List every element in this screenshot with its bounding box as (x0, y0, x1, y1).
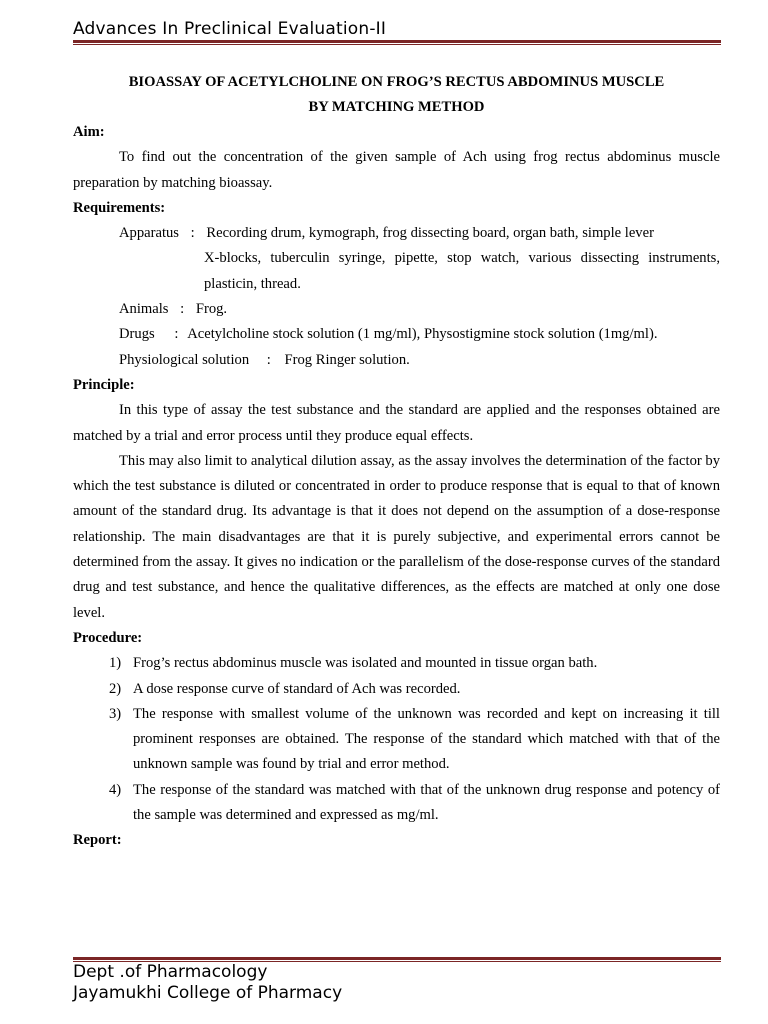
report-heading: Report: (73, 832, 122, 849)
principle-heading: Principle: (73, 376, 135, 393)
procedure-step (73, 702, 720, 778)
aim-heading: Aim: (73, 124, 105, 140)
drugs-row (73, 322, 720, 347)
physiological-value: Frog Ringer solution. (284, 351, 410, 368)
step-number: 3) (109, 705, 122, 722)
title-line-1: BIOASSAY OF ACETYLCHOLINE ON FROG’S RECTUS ABDOMINUS MUSCLE (128, 74, 665, 90)
apparatus-colon: : (190, 225, 195, 242)
physiological-solution-row (73, 348, 720, 373)
animals-row (73, 297, 720, 322)
requirements-heading: Requirements: (73, 199, 166, 216)
principle-paragraph-2: This may also limit to analytical dilution assay, as the assay involves the determination of the factor by which the test substance is diluted or concentrated in order to produce response that is equal to that of known amount of the standard drug. Its advantage is that it does not depend on the assumption of a dose-response relationship. The main disadvantages are that it is purely subjective, and experimental errors cannot be determined from the assay. It gives no indication or the parallelism of the dose-response curves of the standard drug and test substance, and hence the qualitative differences, as the effects are matched at only one dose level. (73, 452, 720, 621)
step-number: 2) (109, 680, 122, 697)
procedure-list (73, 651, 720, 828)
step-text: A dose response curve of standard of Ach was recorded. (133, 680, 461, 697)
footer-college: Jayamukhi College of Pharmacy (73, 983, 343, 1003)
apparatus-label: Apparatus (119, 225, 179, 242)
animals-colon: : (180, 301, 185, 318)
step-text: The response of the standard was matched with that of the unknown drug response and potency of the sample was determined and expressed as mg/ml. (133, 781, 720, 824)
step-number: 4) (109, 781, 122, 798)
step-number: 1) (109, 655, 122, 672)
procedure-heading: Procedure: (73, 629, 143, 646)
step-text: The response with smallest volume of the unknown was recorded and kept on increasing it till prominent responses are obtained. The response of the standard which matched with that of the unknown sample was found by trial and error method. (133, 705, 720, 773)
procedure-step (73, 778, 720, 829)
apparatus-row (73, 221, 720, 246)
apparatus-line-1: Recording drum, kymograph, frog dissecting board, organ bath, simple lever (206, 225, 654, 242)
procedure-step (73, 677, 720, 702)
header-rule (73, 40, 721, 45)
document-title (73, 70, 720, 120)
title-line-2: BY MATCHING METHOD (308, 99, 485, 115)
drugs-colon: : (174, 326, 179, 343)
procedure-step (73, 651, 720, 676)
physiological-colon: : (266, 351, 271, 368)
document-body (73, 70, 720, 854)
drugs-label: Drugs (119, 326, 155, 343)
principle-paragraph-1: In this type of assay the test substance and the standard are applied and the responses obtained are matched by a trial and error process until they produce equal effects. (73, 402, 720, 444)
drugs-value: Acetylcholine stock solution (1 mg/ml), Physostigmine stock solution (1mg/ml). (187, 326, 658, 343)
footer-department: Dept .of Pharmacology (73, 962, 268, 982)
apparatus-line-2: X-blocks, tuberculin syringe, pipette, stop watch, various dissecting instruments, plasticin, thread. (204, 250, 720, 292)
running-header: Advances In Preclinical Evaluation-II (73, 19, 387, 39)
animals-label: Animals (119, 301, 169, 318)
physiological-label: Physiological solution (119, 351, 250, 368)
step-text: Frog’s rectus abdominus muscle was isolated and mounted in tissue organ bath. (133, 655, 598, 672)
animals-value: Frog. (195, 301, 228, 318)
aim-text: To find out the concentration of the given sample of Ach using frog rectus abdominus muscle preparation by matching bioassay. (73, 149, 720, 191)
